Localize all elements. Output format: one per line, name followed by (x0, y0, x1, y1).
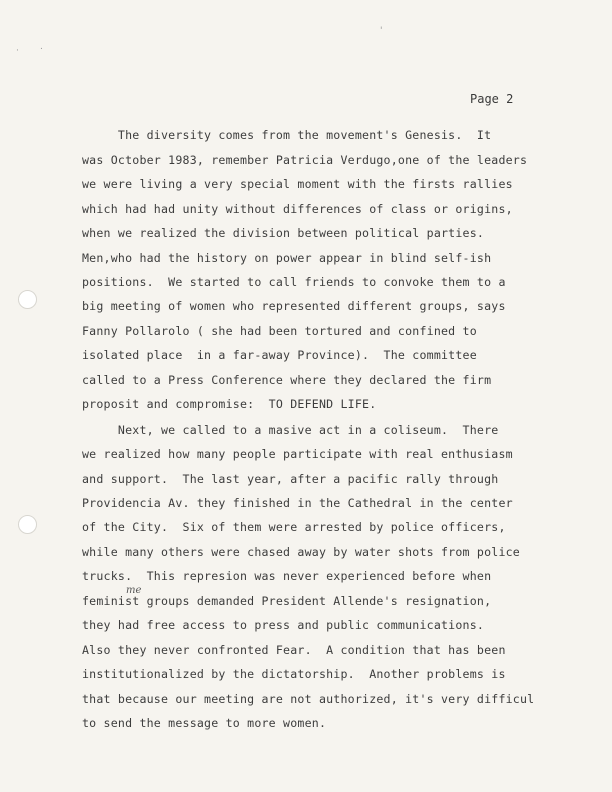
text-line: was October 1983, remember Patricia Verdugo,one of the leaders (82, 153, 528, 167)
punch-hole (18, 290, 37, 309)
text-line: which had had unity without differences of class or origins, (82, 202, 513, 216)
text-line: Providencia Av. they finished in the Cathedral in the center (82, 496, 513, 510)
text-line: while many others were chased away by water shots from police (82, 545, 520, 559)
text-line: Fanny Pollarolo ( she had been tortured and confined to (82, 324, 477, 338)
text-line: Men,who had the history on power appear in blind self-ish (82, 251, 492, 265)
text-line: to send the message to more women. (82, 716, 327, 730)
text-line: of the City. Six of them were arrested by police officers, (82, 520, 506, 534)
text-line: The diversity comes from the movement's Genesis. It (82, 128, 492, 142)
text-line: when we realized the division between political parties. (82, 226, 485, 240)
text-line: called to a Press Conference where they declared the firm (82, 373, 492, 387)
text-line: we were living a very special moment with the firsts rallies (82, 177, 513, 191)
text-line: we realized how many people participate with real enthusiasm (82, 447, 513, 461)
text-line: that because our meeting are not authorized, it's very difficul (82, 692, 535, 706)
text-line: Also they never confronted Fear. A condition that has been (82, 643, 506, 657)
text-line: institutionalized by the dictatorship. Another problems is (82, 667, 506, 681)
text-line: they had free access to press and public communications. (82, 618, 485, 632)
scan-speck: · (16, 46, 19, 56)
text-line: big meeting of women who represented different groups, says (82, 299, 506, 313)
punch-hole (18, 515, 37, 534)
text-line: and support. The last year, after a pacific rally through (82, 472, 499, 486)
page-number: Page 2 (470, 92, 514, 106)
scan-speck: ' (380, 26, 383, 36)
handwritten-correction: me (126, 585, 142, 596)
text-line: feminist groups demanded President Allende's resignation, (82, 594, 492, 608)
text-line: positions. We started to call friends to convoke them to a (82, 275, 506, 289)
text-line: isolated place in a far-away Province). The committee (82, 348, 477, 362)
scan-speck: . (40, 42, 43, 52)
text-line: Next, we called to a masive act in a coliseum. There (82, 423, 499, 437)
text-line: proposit and compromise: TO DEFEND LIFE. (82, 397, 377, 411)
text-line: trucks. This represion was never experienced before when (82, 569, 492, 583)
